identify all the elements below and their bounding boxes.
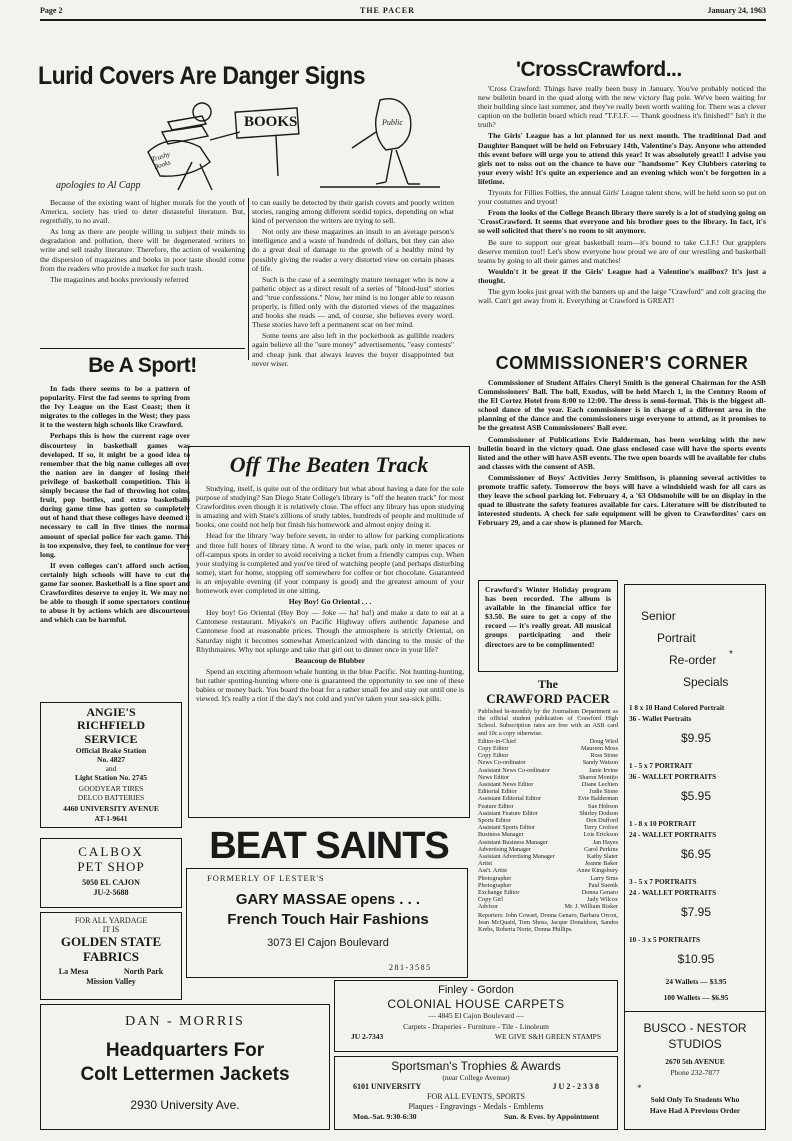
calbox-address: 5050 EL CAJON bbox=[82, 878, 140, 887]
finley-items: Carpets - Draperies - Furniture - Tile - Linoleum bbox=[403, 1022, 549, 1031]
commissioner-para: Commissioner of Student Affairs Cheryl Smith is the general Chairman for the ASB Commissioners' Ball. The ball, Exodus, will be held March 1, in the Century Room of the El Cortez Hotel from 8:00 to 12:00. The dress is semi-formal. This is the biggest all-school dance of the year. Each commissioner is in charge of a different area in the planning of the dance and the commissioners urge everyone to attend, as it promises to be the greatest ASB Commissioners' Ball ever. bbox=[478, 378, 766, 433]
lurid-para: As long as there are people willing to subject their minds to degradation and pollution, there will be degenerated writers to write and sell trashy literature. Therefore, the action of weakening the dispersion of magazines and books in poor taste should come from the readers who provide a market for such trash. bbox=[40, 227, 245, 273]
masthead-staff-row bbox=[478, 817, 618, 824]
masthead-staff-list bbox=[478, 738, 618, 911]
staff-role: Copy Editor bbox=[478, 745, 509, 753]
busco-name: BUSCO - NESTOR bbox=[643, 1021, 747, 1035]
page-header bbox=[40, 6, 766, 18]
masthead-staff-row bbox=[478, 846, 618, 853]
ad-dan-morris bbox=[40, 1004, 330, 1130]
masthead-staff-row bbox=[478, 853, 618, 860]
staff-person: Maureen Moss bbox=[581, 745, 618, 753]
masthead-staff-row bbox=[478, 738, 618, 745]
package-line: 10 - 3 x 5 PORTRAITS bbox=[629, 936, 701, 944]
beaten-para: Head for the library 'way before seven, in order to allow for parking complications and three full hours of library time. A word to the wise, park only in meter spaces or off-campus spots in order to avoid receiving a ticket from a friendly campus cop. When your studying is completed and you've tired of watching people (and perhaps disturbing some), start for home, stopping off somewhere for coffee or hot chocolate. Guaranteed is an enjoyable evening (if your company is good) and the greatest amount of your homework ever completed in one sitting. bbox=[196, 531, 464, 596]
busco-note: Sold Only To Students Who bbox=[650, 1095, 740, 1104]
masthead-staff-row bbox=[478, 781, 618, 788]
cartoon-drawing bbox=[140, 92, 470, 197]
staff-person: Ross Stone bbox=[590, 752, 618, 760]
package-line: 1 - 5 x 7 PORTRAIT bbox=[629, 762, 693, 770]
staff-person: Diane Lechien bbox=[581, 781, 618, 789]
staff-role: Exchange Editor bbox=[478, 889, 520, 897]
ad-senior-portrait bbox=[624, 584, 766, 1130]
danmorris-headline: Colt Lettermen Jackets bbox=[80, 1064, 290, 1085]
golden-location: North Park bbox=[123, 967, 164, 976]
lurid-para: Such is the case of a seemingly mature teenager who is now a pathetic object as a direct result of a series of "blood-lust" stories and "true confessions." Now, her mind is no longer able to reason properly, is filled only with the distorted views of the magazines and books she reads — and, of course, she believes every word. These stories have left a permanent scar on her mind. bbox=[252, 274, 454, 330]
angies-line: Light Station No. 2745 bbox=[74, 773, 148, 782]
angies-line: and bbox=[105, 764, 117, 773]
cartoon-public-label: Public bbox=[382, 118, 403, 127]
senior-package bbox=[629, 819, 763, 863]
calbox-phone: JU-2-5688 bbox=[93, 888, 129, 897]
masthead-staff-row bbox=[478, 759, 618, 766]
senior-package bbox=[629, 877, 763, 921]
sport-para: Perhaps this is how the current rage over discourtesy in basketball games was developed. If so, it might be a good idea to remember that the big name colleges all over the nation are in danger of losing their privilege of basketball competition. This is simply because the fad of throwing hot coins, fruit, pop bottles, and extra basketballs during game time has gotten so completely out of hand that these colleges have deemed it necessary to call in five times the normal amount of special police for each game. This is too expensive, they feel, to continue for very long. bbox=[40, 431, 190, 559]
staff-role: Assistant News Editor bbox=[478, 781, 534, 789]
sport-headline: Be A Sport! bbox=[88, 354, 197, 377]
cartoon-illustration bbox=[56, 92, 470, 197]
sport-body bbox=[40, 384, 190, 626]
ad-angies bbox=[40, 702, 182, 828]
senior-wallet-price: 24 Wallets — $3.95 bbox=[665, 977, 727, 986]
staff-role: Ass't. Artist bbox=[478, 867, 507, 875]
massae-formerly: FORMERLY OF LESTER'S bbox=[207, 873, 325, 883]
masthead-staff-row bbox=[478, 788, 618, 795]
finley-name: COLONIAL HOUSE CARPETS bbox=[387, 997, 565, 1011]
sport-para: If even colleges can't afford such action, certainly high schools will have to cut the game far sooner. Basketball is a fine sport and Crawfordites deserve to enjoy it. We may not be able to though if some spectators continue to abuse it by actions which are discourteous and which can be harmful. bbox=[40, 560, 190, 625]
package-price: $9.95 bbox=[680, 731, 712, 745]
senior-title: Senior bbox=[641, 609, 676, 623]
angies-phone: AT-1-9641 bbox=[94, 814, 128, 823]
staff-role: Artist bbox=[478, 860, 493, 868]
commissioner-body bbox=[478, 378, 766, 530]
staff-role: Editorial Editor bbox=[478, 788, 517, 796]
golden-location: Mission Valley bbox=[86, 977, 136, 986]
package-line: 1 8 x 10 Hand Colored Portrait bbox=[629, 704, 725, 712]
cross-para: 'Cross Crawford: Things have really been busy in January. You've probably noticed the new bulletin board in the quad along with the new victory flag pole. We've been waiting for their building since last summer, and they've really been worth waiting for. There was a clever caption on the bulletin board which read "T.F.I.F. — Thank goodness it's finished!" Isn't it the truth? bbox=[478, 84, 766, 130]
golden-location: La Mesa bbox=[58, 967, 89, 976]
beat-saints-banner: BEAT SAINTS bbox=[209, 825, 449, 867]
massae-address: 3073 El Cajon Boulevard bbox=[267, 937, 389, 949]
busco-star: * bbox=[637, 1083, 642, 1093]
sportsman-line: Plaques - Engravings - Medals - Emblems bbox=[408, 1102, 544, 1111]
calbox-name: CALBOX bbox=[78, 844, 144, 859]
package-line: 3 - 5 x 7 PORTRAITS bbox=[629, 878, 697, 886]
cross-para: Be sure to support our great basketball team—it's bound to take C.I.F.! Our grapplers deserve mention too!! Let's show everyone how proud we are of our wrestling and basketball teams by going to all their games and matches! bbox=[478, 237, 766, 265]
staff-person: Sue Hobson bbox=[587, 802, 618, 810]
danmorris-name: DAN - MORRIS bbox=[125, 1014, 245, 1029]
package-price: $5.95 bbox=[680, 789, 712, 803]
masthead-staff-row bbox=[478, 767, 618, 774]
masthead-staff-row bbox=[478, 752, 618, 759]
senior-wallet-price: 100 Wallets — $6.95 bbox=[663, 993, 729, 1002]
calbox-name: PET SHOP bbox=[77, 859, 145, 874]
finley-address: — 4845 El Cajon Boulevard — bbox=[428, 1011, 524, 1020]
staff-role: Sports Editor bbox=[478, 817, 511, 825]
lurid-headline: Lurid Covers Are Danger Signs bbox=[38, 62, 366, 90]
ad-golden-state bbox=[40, 912, 182, 1000]
beaten-headline: Off The Beaten Track bbox=[229, 452, 429, 477]
cartoon-trashy-label: Trashy Books bbox=[150, 150, 172, 172]
angies-line: DELCO BATTERIES bbox=[77, 793, 145, 802]
golden-name: FABRICS bbox=[82, 949, 140, 964]
staff-person: Kathy Slater bbox=[586, 853, 618, 861]
staff-person: Jan Hayes bbox=[592, 838, 618, 846]
finley-phone: JU 2-7343 bbox=[351, 1032, 384, 1041]
package-line: 24 - WALLET PORTRAITS bbox=[629, 831, 717, 839]
angies-name: SERVICE bbox=[84, 732, 138, 746]
staff-person: Donna Genaro bbox=[581, 889, 618, 897]
staff-role: Feature Editor bbox=[478, 802, 514, 810]
staff-person: Doug Wied bbox=[589, 737, 618, 745]
staff-person: Mr. J. William Risker bbox=[564, 903, 618, 911]
issue-date: January 24, 1963 bbox=[707, 6, 766, 15]
commissioner-headline: COMMISSIONER'S CORNER bbox=[495, 353, 749, 373]
golden-name: GOLDEN STATE bbox=[60, 934, 162, 949]
beaten-body bbox=[196, 484, 464, 705]
masthead-staff-row bbox=[478, 889, 618, 896]
staff-person: Sharon Montijo bbox=[578, 773, 618, 781]
package-line: 36 - Wallet Portraits bbox=[629, 715, 692, 723]
package-price: $6.95 bbox=[680, 847, 712, 861]
danmorris-headline: Headquarters For bbox=[105, 1040, 265, 1061]
staff-role: Photographer bbox=[478, 881, 512, 889]
masthead-staff-row bbox=[478, 882, 618, 889]
staff-person: Shirley Dodson bbox=[579, 809, 618, 817]
staff-role: Advisor bbox=[478, 903, 498, 911]
commissioner-para: Commissioner of Boys' Activities Jerry Smithson, is planning several activities to promote traffic safety. Tomorrow the boys will have a windshield wash for all cars as they leave the school parking lot. February 4, a '63 Oldsmobile will be on display in the quad to illustrate the safety features available for cars. Literature will be distributed to interested students. A check for safe equipment will be given to Crawfordites' cars on February 29, and a car show is planned for March. bbox=[478, 472, 766, 528]
beaten-subhead: Beaucoup de Blubber bbox=[294, 655, 366, 665]
massae-headline: GARY MASSAE opens . . . bbox=[235, 891, 421, 908]
star-icon: * bbox=[729, 649, 733, 660]
masthead-staff-row bbox=[478, 774, 618, 781]
lurid-column-2 bbox=[252, 198, 454, 370]
sportsman-phone: J U 2 - 2 3 3 8 bbox=[552, 1082, 599, 1091]
lurid-para: Some teens are also left in the pocketbook as gullible readers again believe all the "sure money" advertisements, "easy contests" and cheap junk that always leaves the buyer disappointed but never wiser. bbox=[252, 331, 454, 368]
angies-line: Official Brake Station bbox=[75, 746, 147, 755]
finley-stamps: WE GIVE S&H GREEN STAMPS bbox=[494, 1032, 601, 1041]
masthead-staff-row bbox=[478, 831, 618, 838]
beaten-para: Studying, itself, is quite out of the ordinary but what about having a date for the sole purpose of studying? San Diego State College's library is "off the beaten track" for most Crawfordites even though it is relatively close. The effect any library has upon studying is amazing and with State's zillions of study tables, hundreds of people and multitude of books, one could not help but finish his homework and almost enjoy doing it. bbox=[196, 484, 464, 530]
staff-role: Photographer bbox=[478, 874, 512, 882]
masthead-the: The bbox=[537, 677, 558, 691]
masthead-staff-row bbox=[478, 810, 618, 817]
senior-title: Portrait bbox=[657, 631, 696, 645]
staff-person: Terry Crofoot bbox=[583, 824, 618, 832]
masthead-staff-row bbox=[478, 839, 618, 846]
senior-title: Re-order bbox=[669, 653, 717, 667]
masthead-staff-row bbox=[478, 896, 618, 903]
senior-title: Specials bbox=[683, 675, 729, 689]
senior-divider bbox=[625, 1011, 765, 1012]
sportsman-name: Sportsman's Trophies & Awards bbox=[391, 1059, 561, 1073]
masthead bbox=[478, 678, 618, 933]
staff-person: Sandy Watson bbox=[582, 759, 618, 767]
staff-role: Copy Girl bbox=[478, 896, 503, 904]
beaten-para: Spend an exciting afternoon whale hunting in the blue Pacific. Not hunting-hunting, but rather spotting-hunting where one is guaranteed the opportunity to see one of these babies or money back. You board the boat for a rather small fee and stay out until one is viewed. It's really a riot if the day's not cold and you've taken your sea-sick pills. bbox=[196, 666, 464, 704]
staff-person: Carol Perkins bbox=[584, 845, 618, 853]
senior-package bbox=[629, 935, 763, 968]
masthead-staff-row bbox=[478, 860, 618, 867]
cartoon-credit: apologies to Al Capp bbox=[56, 180, 141, 191]
senior-package bbox=[629, 761, 763, 805]
staff-role: Assistant News Co-ordinator bbox=[478, 766, 550, 774]
angies-line: GOODYEAR TIRES bbox=[78, 784, 144, 793]
staff-person: Anne Kingsbury bbox=[576, 867, 618, 875]
sport-para: In fads there seems to be a pattern of popularity. First the fad seems to spring from the Ivy League on the East Coast; then it migrates to the colleges in the West; they pass it to the western high schools like Crawford. bbox=[40, 384, 190, 430]
lurid-para: Not only are these magazines an insult to an average person's intelligence and a waste of hundreds of dollars, but they can also do a great deal of damage to the growth of a healthy mind by possibly giving the reader a very distorted view on certain phases of life. bbox=[252, 227, 454, 273]
golden-top: IT IS bbox=[102, 925, 120, 934]
angies-name: ANGIE'S bbox=[86, 705, 136, 719]
cartoon-books-sign: BOOKS bbox=[244, 114, 298, 130]
staff-person: Lois Erickson bbox=[583, 831, 618, 839]
sportsman-hours: Mon.-Sat. 9:30-6:30 bbox=[353, 1112, 417, 1121]
cross-para: Wouldn't it be great if the Girls' League had a Valentine's mailbox? It's just a thought. bbox=[478, 266, 766, 285]
masthead-staff-row bbox=[478, 824, 618, 831]
cross-para: The gym looks just great with the banners up and the large "Crawford" and colt gracing the wall. Can't get away from it. Everything at Crawford is GREAT! bbox=[478, 286, 766, 306]
masthead-staff-row bbox=[478, 867, 618, 874]
masthead-name: CRAWFORD PACER bbox=[486, 691, 610, 706]
masthead-staff-row bbox=[478, 903, 618, 910]
staff-role: Assistant Business Manager bbox=[478, 838, 548, 846]
golden-top: FOR ALL YARDAGE bbox=[74, 916, 148, 925]
staff-person: Larry Sims bbox=[590, 874, 618, 882]
masthead-staff-row bbox=[478, 795, 618, 802]
commissioner-para: Commissioner of Publications Evie Balderman, has been working with the new bulletin board in the victory quad. One glass enclosed case will have the sports events listed and the other will have ASB events. The two open boards will be available for clubs and classes with the consent of ASB. bbox=[478, 434, 766, 471]
staff-person: Judy Wilcox bbox=[586, 896, 618, 904]
masthead-staff-row bbox=[478, 745, 618, 752]
sportsman-note: (near College Avenue) bbox=[442, 1073, 510, 1082]
masthead-intro: Published bi-monthly by the Journalism Department as the official student publication of Crawford High School. Subscription rates are free with an ASB card and 10c a copy otherwise. bbox=[478, 708, 618, 737]
busco-phone: Phone 232-7877 bbox=[670, 1068, 720, 1077]
masthead-staff-row bbox=[478, 803, 618, 810]
sportsman-sunday: Sun. & Eves. by Appointment bbox=[503, 1112, 599, 1121]
sportsman-address: 6101 UNIVERSITY bbox=[353, 1082, 422, 1091]
staff-role: Assistant Editorial Editor bbox=[478, 795, 541, 803]
beaten-subhead: Hey Boy! Go Oriental . . . bbox=[288, 597, 372, 607]
staff-role: Assistant Advertising Manager bbox=[478, 853, 555, 861]
album-text: Crawford's Winter Holiday program has been recorded. The album is available in the financial office for $3.50. Be sure to get a copy of the record — it's really great. All musical groups participating and their directors are to be complimented! bbox=[485, 585, 611, 649]
staff-person: Don Dufford bbox=[585, 817, 618, 825]
ad-finley-gordon bbox=[334, 980, 618, 1052]
cross-para: From the looks of the College Branch library there surely is a lot of studying going on 'CrossCrawford. It seems that everyone and his brother goes to the library. In fact, it's so well solicited that there's no room to sit anymore. bbox=[478, 208, 766, 236]
sportsman-line: FOR ALL EVENTS, SPORTS bbox=[427, 1092, 525, 1101]
staff-person: Judie Stone bbox=[589, 788, 618, 796]
beaten-para: Hey boy! Go Oriental (Hey Boy — Joke — ha! ha!) and make a date to eat at a Cantonese restaurant. Miyako's on Pacific Highway offers authentic Japanese and Cantonese food at reasonable prices. Though the atmosphere is strictly Oriental, on Saturday night it becomes somewhat Americanized with dancing to the music of the Rhythmaires. Why not splurge and take that girl out to dinner once in your life? bbox=[196, 608, 464, 654]
album-notice bbox=[478, 580, 618, 672]
busco-address: 2670 5th AVENUE bbox=[665, 1057, 725, 1066]
column-rule bbox=[248, 198, 249, 360]
staff-role: News Co-ordinator bbox=[478, 759, 526, 767]
angies-name: RICHFIELD bbox=[76, 718, 145, 732]
staff-role: Editor-in-Chief bbox=[478, 737, 517, 745]
busco-name: STUDIOS bbox=[668, 1037, 722, 1051]
staff-person: Janie Irvine bbox=[588, 766, 618, 774]
ad-sportsman bbox=[334, 1056, 618, 1130]
finley-name: Finley - Gordon bbox=[438, 984, 514, 996]
ad-calbox bbox=[40, 838, 182, 908]
package-price: $7.95 bbox=[680, 905, 712, 919]
staff-role: Business Manager bbox=[478, 831, 524, 839]
package-price: $10.95 bbox=[677, 952, 715, 966]
masthead-staff-row bbox=[478, 875, 618, 882]
page-number: Page 2 bbox=[40, 6, 63, 15]
staff-role: News Editor bbox=[478, 773, 510, 781]
angies-line: No. 4827 bbox=[97, 755, 125, 764]
cross-body bbox=[478, 84, 766, 307]
package-line: 1 - 8 x 10 PORTRAIT bbox=[629, 820, 697, 828]
lurid-para: Because of the existing want of higher morals for the youth of America, society has tried to deter distasteful literature. But, regretfully, to no avail. bbox=[40, 198, 245, 226]
cross-headline: 'CrossCrawford... bbox=[516, 58, 682, 81]
massae-phone: 281-3585 bbox=[389, 963, 432, 972]
staff-role: Copy Editor bbox=[478, 752, 509, 760]
danmorris-address: 2930 University Ave. bbox=[130, 1098, 240, 1112]
senior-packages bbox=[629, 703, 763, 982]
staff-role: Assistant Feature Editor bbox=[478, 809, 538, 817]
cross-para: The Girls' League has a lot planned for us next month. The traditional Dad and Daughter Banquet will be held on February 14th, Valentine's Day. Anyone who attended this event before will urge you to attend this year! It was absolutely great!! I advise you girls not to miss out on the chance to have our "handsome" Key Clubbers catering to your every wish! It's quite an experience and an evening which won't be forgotten in a lifetime. bbox=[478, 131, 766, 186]
staff-role: Advertising Manager bbox=[478, 845, 531, 853]
massae-headline: French Touch Hair Fashions bbox=[227, 911, 429, 928]
staff-person: Jeanne Baker bbox=[584, 860, 618, 868]
lurid-column-1 bbox=[40, 198, 245, 286]
ad-massae bbox=[186, 868, 468, 978]
section-rule bbox=[40, 348, 245, 349]
header-rule bbox=[40, 19, 766, 21]
cross-para: Tryouts for Fillies Follies, the annual Girls' League talent show, will be held soon so put on your costumes and tryout! bbox=[478, 188, 766, 207]
paper-name: THE PACER bbox=[360, 6, 415, 15]
busco-note: Have Had A Previous Order bbox=[649, 1106, 741, 1115]
lurid-para: to can easily be detected by their garish covers and poorly written stories, ranging among different sordid topics, depending on what kind of perversion the writers are trying to sell. bbox=[252, 198, 454, 226]
package-line: 36 - WALLET PORTRAITS bbox=[629, 773, 717, 781]
staff-role: Assistant Sports Editor bbox=[478, 824, 536, 832]
angies-line: 4460 UNIVERSITY AVENUE bbox=[63, 804, 159, 813]
staff-person: Evie Balderman bbox=[577, 795, 618, 803]
masthead-reporters: Reporters: John Cowart, Donna Genaro, Barbara Orcon, Jean McQuaid, Tom Shoss, Jacque Donaldson, Sandra Krebs, Roberta Norte, Donna Phillips. bbox=[478, 911, 618, 934]
staff-person: Paul Suenik bbox=[588, 881, 618, 889]
senior-package bbox=[629, 703, 763, 747]
lurid-para: The magazines and books previously referred bbox=[50, 274, 189, 284]
package-line: 24 - WALLET PORTRAITS bbox=[629, 889, 717, 897]
